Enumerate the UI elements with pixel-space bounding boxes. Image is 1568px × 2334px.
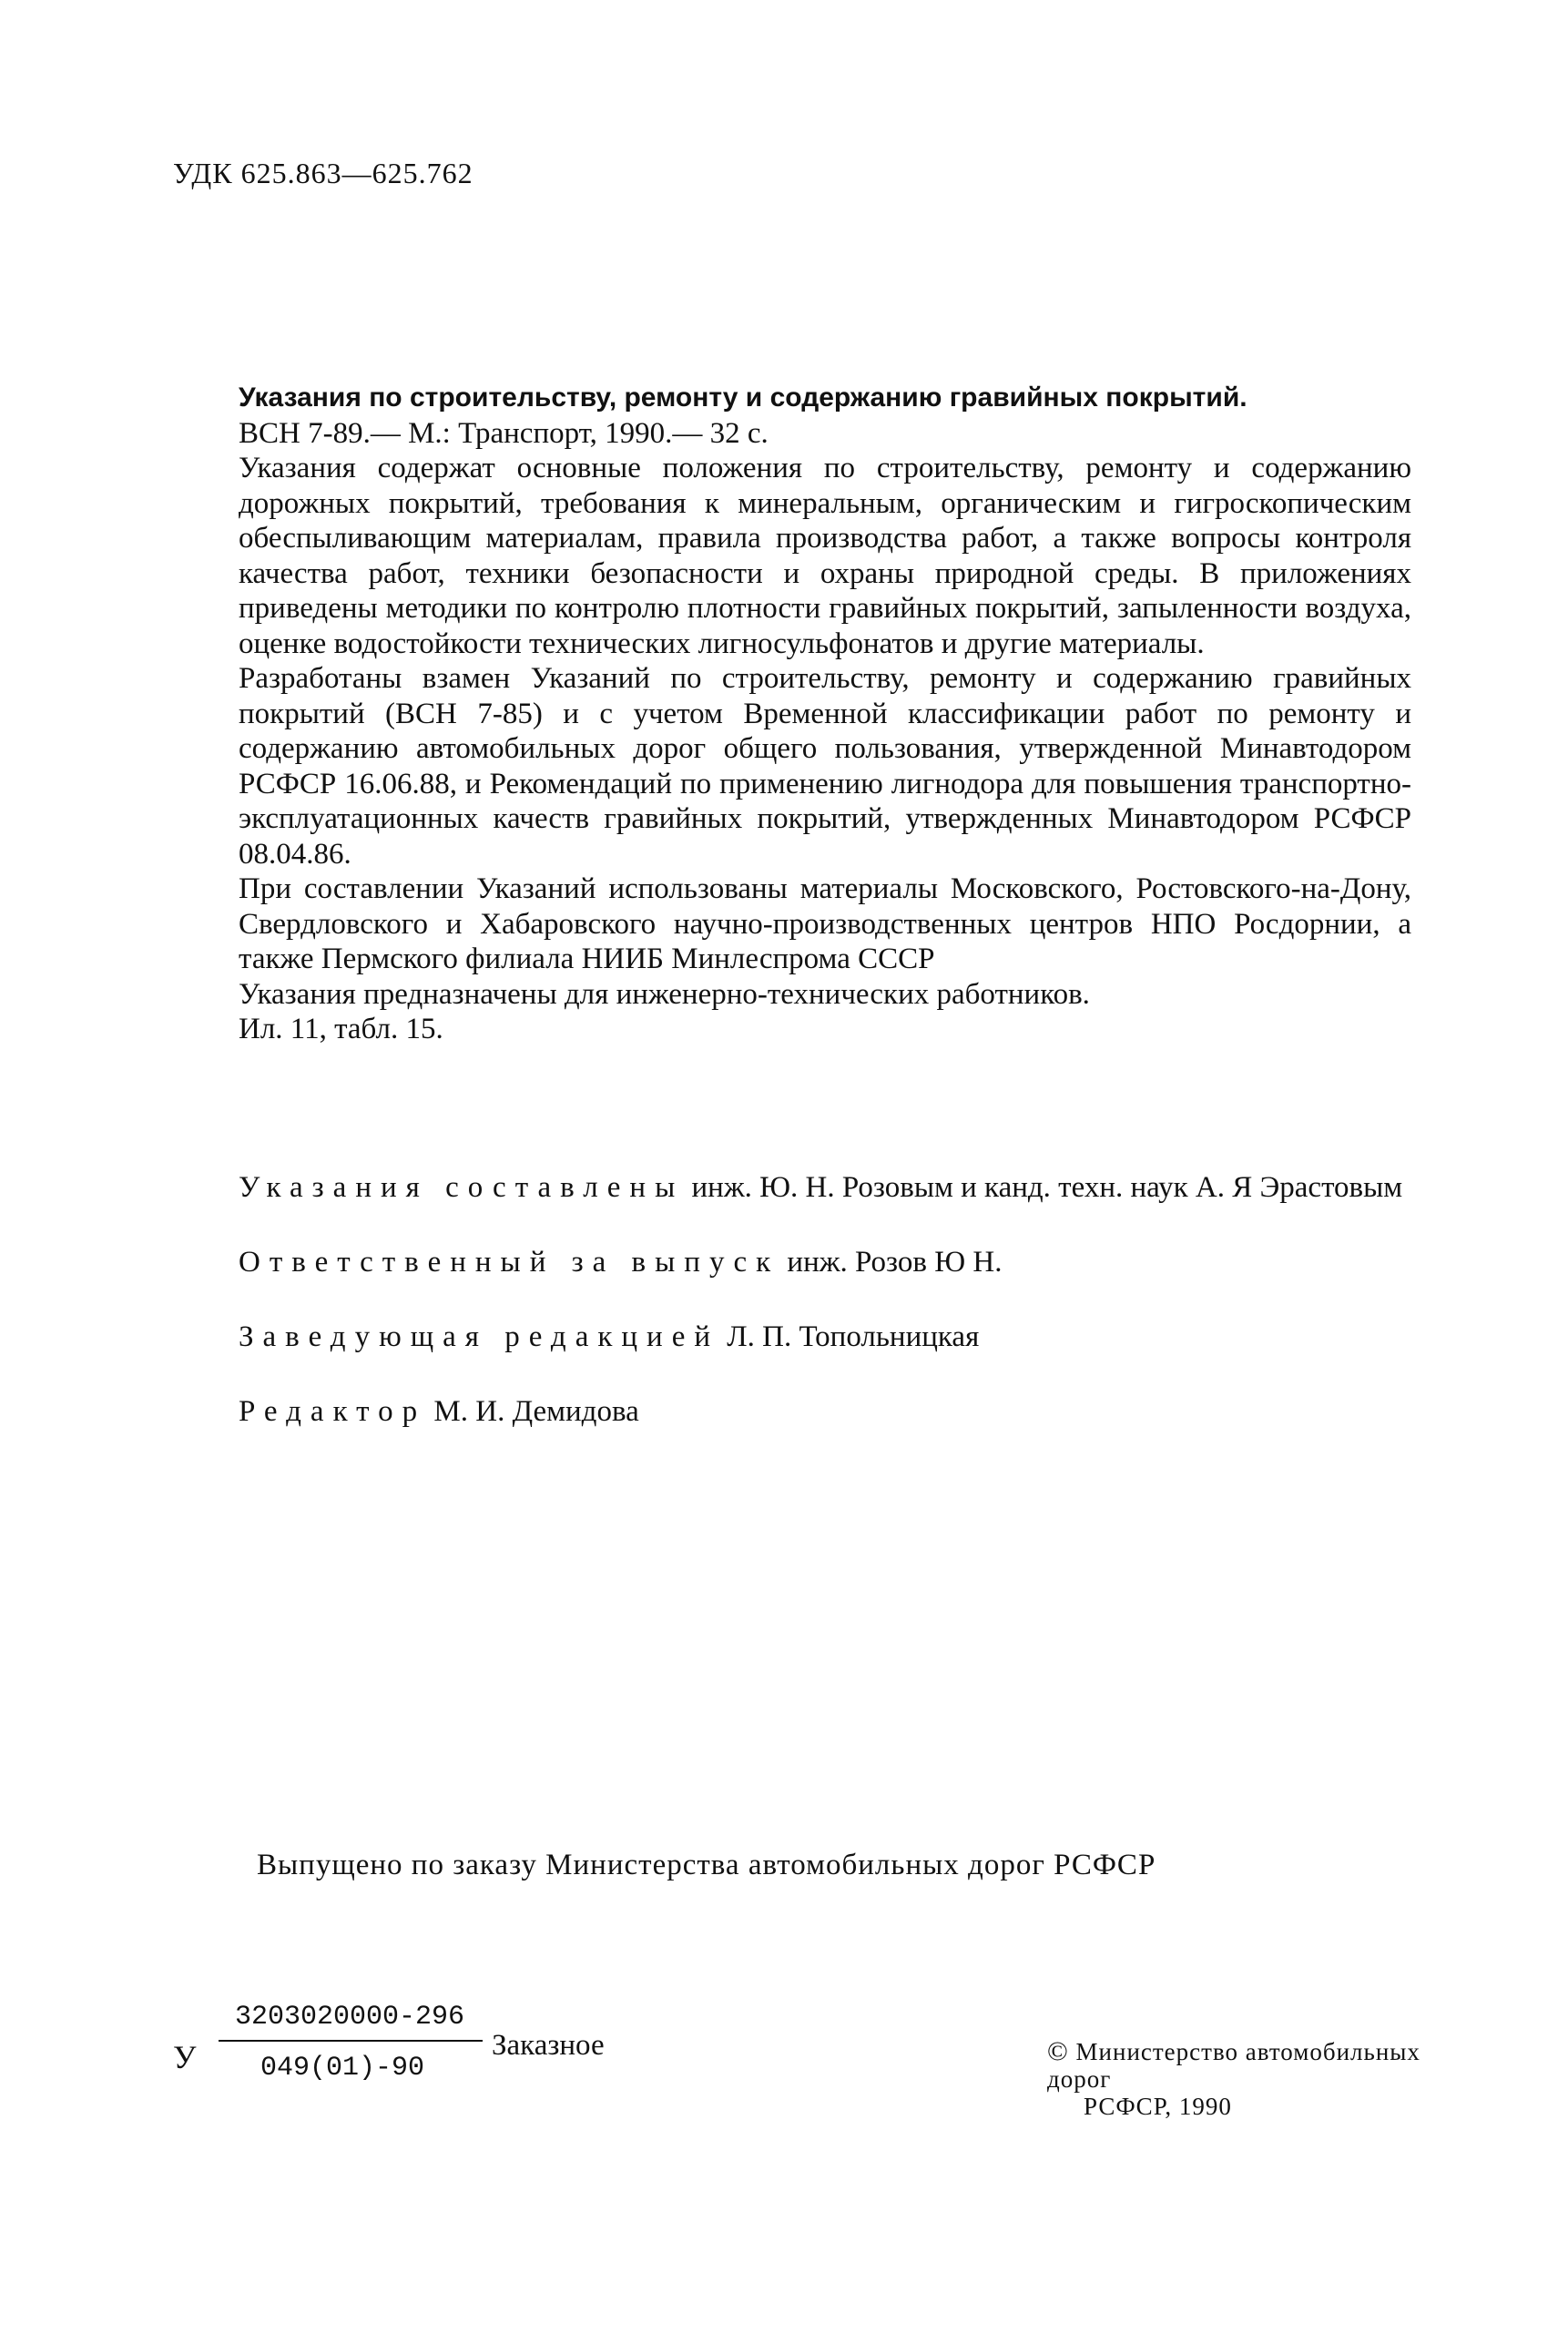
sources-paragraph: При составлении Указаний использованы материалы Московского, Ростовского-на-Дону, Свердловского и Хабаровского научно-производственных центров НПО Росдорнии, а также Пермского филиала НИИБ Минлеспрома СССР <box>239 872 1411 975</box>
responsible-label: Ответственный за выпуск <box>239 1246 780 1279</box>
head-editor-name: Л. П. Топольницкая <box>727 1320 980 1353</box>
summary-paragraph: Указания содержат основные положения по строительству, ремонту и содержанию дорожных покрытий, требования к минеральным, органическим и гигроскопическим обеспыливающим материалам, правила производства работ, а также вопросы контроля качества работ, техники безопасности и охраны природной среды. В приложениях приведены методики по контролю плотности гравийных покрытий, запыленности воздуха, оценке водостойкости технических лигносульфонатов и другие материалы. <box>239 452 1411 660</box>
issued-note: Выпущено по заказу Министерства автомобильных дорог РСФСР <box>257 1849 1156 1881</box>
imprint-kind: Заказное <box>492 2029 605 2062</box>
compiled-by: инж. Ю. Н. Розовым и канд. техн. наук А. Я Эрастовым <box>691 1171 1403 1204</box>
imprint-denominator: 049(01)-90 <box>260 2053 425 2084</box>
editor-label: Редактор <box>239 1395 427 1428</box>
imprint-block <box>173 2002 1448 2120</box>
abstract-block <box>239 381 1411 1047</box>
compiled-row <box>239 1170 1411 1205</box>
audience-paragraph: Указания предназначены для инженерно-технических работников. <box>239 977 1090 1011</box>
bibliographic-line: ВСН 7-89.— М.: Транспорт, 1990.— 32 с. <box>239 416 769 450</box>
editor-row <box>239 1394 1411 1429</box>
editor-name: М. И. Демидова <box>433 1395 639 1428</box>
head-editor-label: Заведующая редакцией <box>239 1320 720 1353</box>
imprint-numerator: 3203020000-296 <box>235 2002 465 2033</box>
fraction-line <box>219 2040 483 2042</box>
credits-block <box>239 1170 1411 1469</box>
copyright-line-2: РСФСР, 1990 <box>1084 2093 1232 2120</box>
copyright-line-1: Министерство автомобильных дорог <box>1047 2038 1420 2093</box>
compiled-label: Указания составлены <box>239 1171 685 1204</box>
copyright-icon: © <box>1047 2036 1069 2066</box>
head-editor-row <box>239 1320 1411 1354</box>
responsible-name: инж. Розов Ю Н. <box>787 1246 1003 1279</box>
udk-code: УДК 625.863—625.762 <box>173 157 473 189</box>
imprint-prefix: У <box>173 2039 197 2075</box>
book-title: Указания по строительству, ремонту и содержанию гравийных покрытий. <box>239 382 1247 413</box>
developed-paragraph: Разработаны взамен Указаний по строительству, ремонту и содержанию гравийных покрытий (ВСН 7-85) и с учетом Временной классификации работ по ремонту и содержанию автомобильных дорог общего пользования, утвержденной Минавтодором РСФСР 16.06.88, и Рекомендаций по применению лигнодора для повышения транспортно-эксплуатационных качеств гравийных покрытий, утвержденных Минавтодором РСФСР 08.04.86. <box>239 662 1411 871</box>
copyright-notice <box>1047 2038 1448 2120</box>
responsible-row <box>239 1245 1411 1279</box>
illustrations-line: Ил. 11, табл. 15. <box>239 1013 443 1045</box>
